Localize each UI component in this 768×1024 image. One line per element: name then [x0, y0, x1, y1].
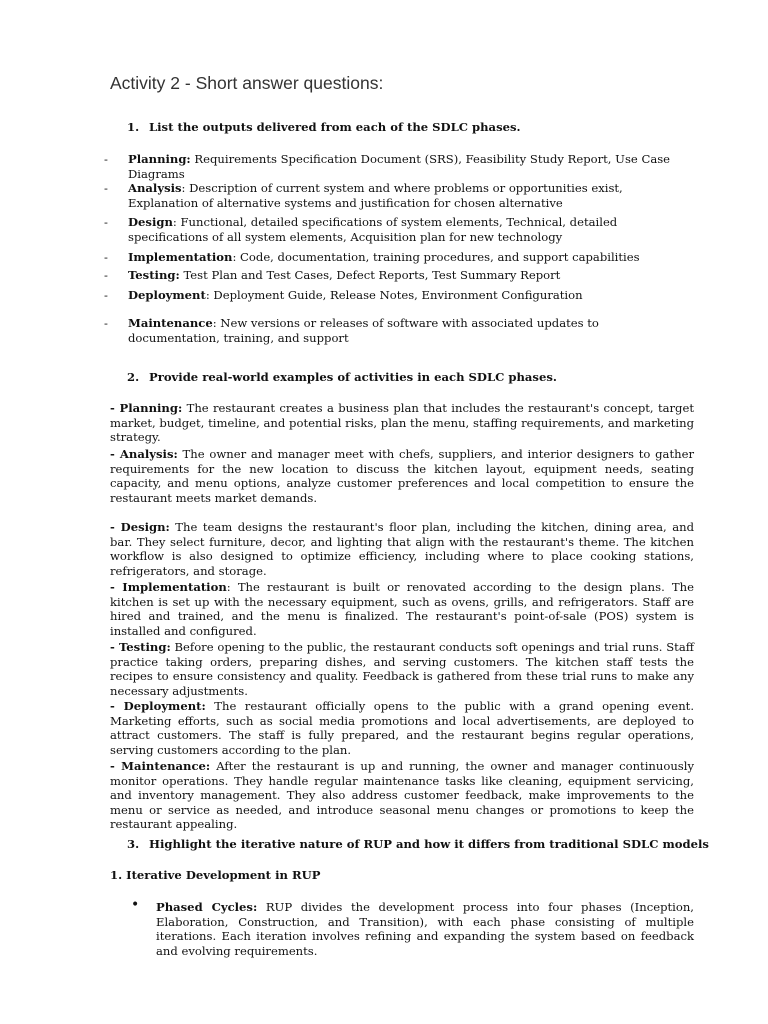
item-text: : Deployment Guide, Release Notes, Environment Configuration	[205, 288, 583, 302]
item-label: Deployment	[128, 288, 206, 302]
item-label: Planning:	[128, 152, 191, 166]
question-number: 2.	[127, 370, 140, 384]
example-text: Before opening to the public, the restaurant conducts soft openings and trial runs. Staff practice taking orders, preparing dishes, and serving customers. The kitchen staff tests the recipes to ensure consistency and quality. Feedback is gathered from these trial runs to make any necessary adjustments.	[110, 640, 694, 698]
example-analysis	[110, 447, 694, 505]
question-3	[127, 837, 709, 852]
item-text: : Functional, detailed specifications of system elements, Technical, detailed specifications of all system elements, Acquisition plan for new technology	[128, 215, 618, 244]
item-text: Test Plan and Test Cases, Defect Reports, Test Summary Report	[179, 268, 561, 282]
question-text: Highlight the iterative nature of RUP and how it differs from traditional SDLC models	[149, 837, 709, 851]
question-2	[127, 370, 557, 385]
example-label: - Implementation	[110, 580, 227, 594]
bullet-text: RUP divides the development process into four phases (Inception, Elaboration, Construction, and Transition), with each phase consisting of multiple iterations. Each iteration involves refining and expanding the system based on feedback and evolving requirements.	[156, 900, 694, 958]
list-dash: -	[104, 250, 108, 264]
example-label: - Deployment:	[110, 699, 206, 713]
item-text: Requirements Specification Document (SRS), Feasibility Study Report, Use Case Diagrams	[128, 152, 671, 181]
list-dash: -	[104, 181, 108, 195]
example-label: - Planning:	[110, 401, 183, 415]
question-number: 3.	[127, 837, 140, 851]
list-item-maintenance	[128, 316, 693, 345]
item-label: Analysis	[128, 181, 182, 195]
question-text: Provide real-world examples of activities in each SDLC phases.	[149, 370, 557, 384]
example-testing	[110, 640, 694, 698]
list-item-design	[128, 215, 693, 244]
list-dash: -	[104, 268, 108, 282]
list-dash: -	[104, 316, 108, 330]
list-dash: -	[104, 215, 108, 229]
list-dash: -	[104, 152, 108, 166]
bullet-item-phased-cycles	[156, 900, 694, 958]
example-design	[110, 520, 694, 578]
item-label: Testing:	[128, 268, 180, 282]
list-item-implementation	[128, 250, 693, 265]
example-deployment	[110, 699, 694, 757]
item-text: : Code, documentation, training procedures, and support capabilities	[232, 250, 640, 264]
example-text: After the restaurant is up and running, the owner and manager continuously monitor operations. They handle regular maintenance tasks like cleaning, equipment servicing, and inventory management. They also address customer feedback, make improvements to the menu or service as needed, and introduce seasonal menu changes or promotions to keep the restaurant appealing.	[110, 759, 694, 832]
example-text: The restaurant creates a business plan that includes the restaurant's concept, target market, budget, timeline, and potential risks, plan the menu, staffing requirements, and marketing strategy.	[110, 401, 694, 445]
item-label: Design	[128, 215, 173, 229]
bullet-label: Phased Cycles:	[156, 900, 258, 914]
item-label: Implementation	[128, 250, 233, 264]
question-number: 1.	[127, 120, 140, 134]
example-planning	[110, 401, 694, 445]
example-implementation	[110, 580, 694, 638]
example-text: The owner and manager meet with chefs, suppliers, and interior designers to gather requirements for the new location to discuss the kitchen layout, equipment needs, seating capacity, and menu options, analyze customer preferences and local competition to ensure the restaurant meets market demands.	[110, 447, 694, 505]
section-heading: 1. Iterative Development in RUP	[110, 868, 321, 882]
list-item-deployment	[128, 288, 693, 303]
example-label: - Maintenance:	[110, 759, 211, 773]
question-1	[127, 120, 521, 135]
example-text: The team designs the restaurant's floor plan, including the kitchen, dining area, and bar. They select furniture, decor, and lighting that align with the restaurant's theme. The kitchen workflow is also designed to optimize efficiency, including where to place cooking stations, refrigerators, and storage.	[110, 520, 694, 578]
example-text: : The restaurant is built or renovated according to the design plans. The kitchen is set up with the necessary equipment, such as ovens, grills, and refrigerators. Staff are hired and trained, and the menu is finalized. The restaurant's point-of-sale (POS) system is installed and configured.	[110, 580, 694, 638]
item-text: : Description of current system and where problems or opportunities exist, Explanation of alternative systems and justification for chosen alternative	[128, 181, 623, 210]
list-item-analysis	[128, 181, 693, 210]
list-item-planning	[128, 152, 693, 181]
example-label: - Analysis:	[110, 447, 178, 461]
list-dash: -	[104, 288, 108, 302]
example-label: - Design:	[110, 520, 170, 534]
example-label: - Testing:	[110, 640, 171, 654]
example-text: The restaurant officially opens to the public with a grand opening event. Marketing efforts, such as social media promotions and local advertisements, are deployed to attract customers. The staff is fully prepared, and the restaurant begins regular operations, serving customers according to the plan.	[110, 699, 695, 757]
page-title: Activity 2 - Short answer questions:	[110, 73, 384, 93]
list-item-testing	[128, 268, 693, 283]
question-text: List the outputs delivered from each of the SDLC phases.	[149, 120, 521, 134]
item-text: : New versions or releases of software with associated updates to documentation, training, and support	[128, 316, 599, 345]
bullet-icon: •	[131, 897, 140, 913]
item-label: Maintenance	[128, 316, 213, 330]
example-maintenance	[110, 759, 694, 832]
